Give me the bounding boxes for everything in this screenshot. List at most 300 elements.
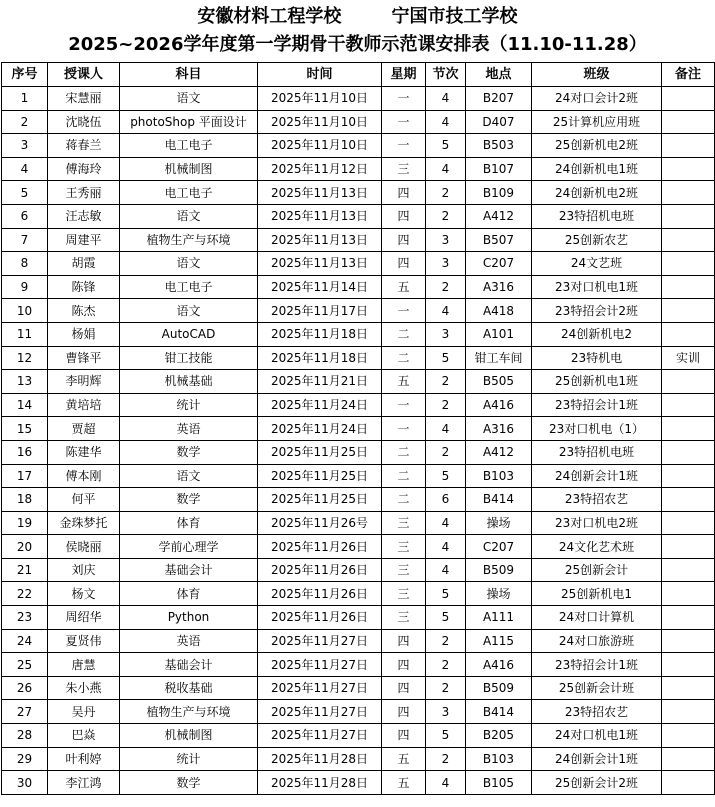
note-cell (662, 110, 715, 134)
table-row (2, 629, 715, 653)
period-cell: 2 (426, 653, 466, 677)
lesson-date-cell: 2025年11月12日 (258, 157, 382, 181)
lesson-date-cell: 2025年11月26日 (258, 582, 382, 606)
weekday-cell: 二 (382, 488, 426, 512)
weekday-cell: 四 (382, 700, 426, 724)
table-row (2, 370, 715, 394)
subject-cell: 基础会计 (120, 653, 258, 677)
row-index-cell: 15 (2, 417, 48, 441)
period-cell: 5 (426, 346, 466, 370)
weekday-cell: 四 (382, 228, 426, 252)
note-cell (662, 87, 715, 111)
class-name-cell: 23特招会计1班 (532, 653, 662, 677)
lesson-date-cell: 2025年11月13日 (258, 252, 382, 276)
location-cell: 钳工车间 (466, 346, 532, 370)
teacher-name-cell: 杨文 (48, 582, 120, 606)
table-row (2, 582, 715, 606)
col-teacher-header: 授课人 (48, 63, 120, 87)
row-index-cell: 4 (2, 157, 48, 181)
subject-cell: 机械基础 (120, 370, 258, 394)
weekday-cell: 三 (382, 582, 426, 606)
period-cell: 2 (426, 275, 466, 299)
teacher-name-cell: 王秀丽 (48, 181, 120, 205)
subject-cell: 语文 (120, 299, 258, 323)
note-cell (662, 700, 715, 724)
period-cell: 3 (426, 700, 466, 724)
teacher-name-cell: 汪志敏 (48, 204, 120, 228)
weekday-cell: 四 (382, 252, 426, 276)
period-cell: 5 (426, 724, 466, 748)
class-name-cell: 24对口会计2班 (532, 87, 662, 111)
class-name-cell: 23特招会计1班 (532, 393, 662, 417)
lesson-date-cell: 2025年11月21日 (258, 370, 382, 394)
lesson-date-cell: 2025年11月28日 (258, 747, 382, 771)
schedule-table (1, 62, 715, 795)
class-name-cell: 25创新会计 (532, 558, 662, 582)
row-index-cell: 18 (2, 488, 48, 512)
table-row (2, 558, 715, 582)
location-cell: B109 (466, 181, 532, 205)
row-index-cell: 17 (2, 464, 48, 488)
table-row (2, 252, 715, 276)
subject-cell: 电工电子 (120, 181, 258, 205)
note-cell (662, 252, 715, 276)
class-name-cell: 25创新会计班 (532, 676, 662, 700)
note-cell (662, 464, 715, 488)
row-index-cell: 9 (2, 275, 48, 299)
weekday-cell: 三 (382, 606, 426, 630)
teacher-name-cell: 刘庆 (48, 558, 120, 582)
weekday-cell: 五 (382, 747, 426, 771)
subject-cell: 税收基础 (120, 676, 258, 700)
col-class-header: 班级 (532, 63, 662, 87)
class-name-cell: 24对口机电1班 (532, 724, 662, 748)
table-row (2, 464, 715, 488)
class-name-cell: 25计算机应用班 (532, 110, 662, 134)
location-cell: B103 (466, 464, 532, 488)
note-cell (662, 204, 715, 228)
teacher-name-cell: 曹锋平 (48, 346, 120, 370)
weekday-cell: 三 (382, 535, 426, 559)
lesson-date-cell: 2025年11月18日 (258, 346, 382, 370)
period-cell: 5 (426, 606, 466, 630)
lesson-date-cell: 2025年11月27日 (258, 653, 382, 677)
table-row (2, 676, 715, 700)
weekday-cell: 五 (382, 275, 426, 299)
weekday-cell: 三 (382, 558, 426, 582)
location-cell: B105 (466, 771, 532, 795)
class-name-cell: 23特招机电班 (532, 204, 662, 228)
subject-cell: 数学 (120, 771, 258, 795)
location-cell: A101 (466, 322, 532, 346)
location-cell: B505 (466, 370, 532, 394)
row-index-cell: 20 (2, 535, 48, 559)
location-cell: D407 (466, 110, 532, 134)
weekday-cell: 二 (382, 346, 426, 370)
row-index-cell: 16 (2, 440, 48, 464)
class-name-cell: 25创新机电1班 (532, 370, 662, 394)
lesson-date-cell: 2025年11月27日 (258, 676, 382, 700)
teacher-name-cell: 周建平 (48, 228, 120, 252)
location-cell: C207 (466, 252, 532, 276)
lesson-date-cell: 2025年11月13日 (258, 181, 382, 205)
row-index-cell: 1 (2, 87, 48, 111)
class-name-cell: 24文化艺术班 (532, 535, 662, 559)
note-cell (662, 299, 715, 323)
location-cell: C207 (466, 535, 532, 559)
period-cell: 3 (426, 252, 466, 276)
lesson-date-cell: 2025年11月14日 (258, 275, 382, 299)
class-name-cell: 24对口计算机 (532, 606, 662, 630)
table-row (2, 440, 715, 464)
period-cell: 4 (426, 110, 466, 134)
col-index-header: 序号 (2, 63, 48, 87)
teacher-name-cell: 杨娟 (48, 322, 120, 346)
lesson-date-cell: 2025年11月28日 (258, 771, 382, 795)
note-cell (662, 440, 715, 464)
lesson-date-cell: 2025年11月24日 (258, 393, 382, 417)
teacher-name-cell: 叶利婷 (48, 747, 120, 771)
period-cell: 4 (426, 771, 466, 795)
class-name-cell: 25创新会计2班 (532, 771, 662, 795)
class-name-cell: 25创新机电1 (532, 582, 662, 606)
note-cell (662, 417, 715, 441)
weekday-cell: 四 (382, 629, 426, 653)
col-weekday-header: 星期 (382, 63, 426, 87)
period-cell: 4 (426, 87, 466, 111)
class-name-cell: 23特招机电班 (532, 440, 662, 464)
row-index-cell: 27 (2, 700, 48, 724)
note-cell (662, 747, 715, 771)
note-cell (662, 134, 715, 158)
note-cell (662, 181, 715, 205)
lesson-date-cell: 2025年11月18日 (258, 322, 382, 346)
note-cell (662, 157, 715, 181)
row-index-cell: 10 (2, 299, 48, 323)
subject-cell: 数学 (120, 440, 258, 464)
note-cell: 实训 (662, 346, 715, 370)
subject-cell: 钳工技能 (120, 346, 258, 370)
row-index-cell: 26 (2, 676, 48, 700)
location-cell: 操场 (466, 511, 532, 535)
location-cell: B414 (466, 488, 532, 512)
note-cell (662, 488, 715, 512)
period-cell: 4 (426, 299, 466, 323)
subject-cell: 体育 (120, 582, 258, 606)
subject-cell: 电工电子 (120, 134, 258, 158)
teacher-name-cell: 何平 (48, 488, 120, 512)
lesson-date-cell: 2025年11月13日 (258, 228, 382, 252)
teacher-name-cell: 蒋春兰 (48, 134, 120, 158)
row-index-cell: 2 (2, 110, 48, 134)
subject-cell: 机械制图 (120, 724, 258, 748)
table-row (2, 322, 715, 346)
period-cell: 5 (426, 464, 466, 488)
note-cell (662, 606, 715, 630)
subject-cell: 数学 (120, 488, 258, 512)
school-names-title: 安徽材料工程学校 宁国市技工学校 (197, 6, 518, 27)
table-row (2, 299, 715, 323)
teacher-name-cell: 贾超 (48, 417, 120, 441)
lesson-date-cell: 2025年11月25日 (258, 440, 382, 464)
table-row (2, 181, 715, 205)
teacher-name-cell: 周绍华 (48, 606, 120, 630)
weekday-cell: 二 (382, 464, 426, 488)
period-cell: 2 (426, 676, 466, 700)
weekday-cell: 一 (382, 299, 426, 323)
location-cell: A416 (466, 653, 532, 677)
location-cell: B503 (466, 134, 532, 158)
period-cell: 2 (426, 629, 466, 653)
subject-cell: 语文 (120, 87, 258, 111)
class-name-cell: 23对口机电1班 (532, 275, 662, 299)
location-cell: B507 (466, 228, 532, 252)
period-cell: 5 (426, 582, 466, 606)
location-cell: 操场 (466, 582, 532, 606)
note-cell (662, 228, 715, 252)
teacher-name-cell: 沈晓伍 (48, 110, 120, 134)
location-cell: A316 (466, 417, 532, 441)
lesson-date-cell: 2025年11月10日 (258, 110, 382, 134)
weekday-cell: 四 (382, 724, 426, 748)
period-cell: 2 (426, 204, 466, 228)
row-index-cell: 5 (2, 181, 48, 205)
lesson-date-cell: 2025年11月26日 (258, 535, 382, 559)
table-row (2, 134, 715, 158)
weekday-cell: 三 (382, 157, 426, 181)
col-period-header: 节次 (426, 63, 466, 87)
location-cell: A115 (466, 629, 532, 653)
weekday-cell: 二 (382, 322, 426, 346)
teacher-name-cell: 唐慧 (48, 653, 120, 677)
table-row (2, 606, 715, 630)
table-body (2, 87, 715, 795)
lesson-date-cell: 2025年11月27日 (258, 724, 382, 748)
period-cell: 3 (426, 322, 466, 346)
subject-cell: 学前心理学 (120, 535, 258, 559)
teacher-name-cell: 李江鸿 (48, 771, 120, 795)
class-name-cell: 23对口机电2班 (532, 511, 662, 535)
subject-cell: 电工电子 (120, 275, 258, 299)
note-cell (662, 653, 715, 677)
period-cell: 2 (426, 440, 466, 464)
period-cell: 4 (426, 511, 466, 535)
table-row (2, 488, 715, 512)
location-cell: A111 (466, 606, 532, 630)
location-cell: B103 (466, 747, 532, 771)
lesson-date-cell: 2025年11月10日 (258, 134, 382, 158)
row-index-cell: 22 (2, 582, 48, 606)
teacher-name-cell: 吴丹 (48, 700, 120, 724)
location-cell: A416 (466, 393, 532, 417)
row-index-cell: 19 (2, 511, 48, 535)
period-cell: 3 (426, 228, 466, 252)
row-index-cell: 11 (2, 322, 48, 346)
table-row (2, 157, 715, 181)
weekday-cell: 一 (382, 417, 426, 441)
subject-cell: 英语 (120, 629, 258, 653)
row-index-cell: 29 (2, 747, 48, 771)
note-cell (662, 393, 715, 417)
lesson-date-cell: 2025年11月26日 (258, 558, 382, 582)
document-header (0, 0, 715, 62)
table-row (2, 87, 715, 111)
table-row (2, 511, 715, 535)
period-cell: 2 (426, 747, 466, 771)
weekday-cell: 一 (382, 87, 426, 111)
class-name-cell: 23特招会计2班 (532, 299, 662, 323)
location-cell: B207 (466, 87, 532, 111)
col-subject-header: 科目 (120, 63, 258, 87)
class-name-cell: 24对口旅游班 (532, 629, 662, 653)
period-cell: 4 (426, 417, 466, 441)
weekday-cell: 四 (382, 204, 426, 228)
class-name-cell: 24创新机电2班 (532, 181, 662, 205)
period-cell: 2 (426, 370, 466, 394)
class-name-cell: 24创新会计1班 (532, 747, 662, 771)
class-name-cell: 24创新会计1班 (532, 464, 662, 488)
weekday-cell: 四 (382, 676, 426, 700)
subject-cell: 语文 (120, 204, 258, 228)
period-cell: 5 (426, 134, 466, 158)
weekday-cell: 一 (382, 393, 426, 417)
subject-cell: 基础会计 (120, 558, 258, 582)
weekday-cell: 四 (382, 653, 426, 677)
period-cell: 2 (426, 393, 466, 417)
class-name-cell: 24创新机电2 (532, 322, 662, 346)
weekday-cell: 五 (382, 370, 426, 394)
period-cell: 4 (426, 157, 466, 181)
weekday-cell: 一 (382, 110, 426, 134)
subject-cell: 机械制图 (120, 157, 258, 181)
lesson-date-cell: 2025年11月13日 (258, 204, 382, 228)
lesson-date-cell: 2025年11月24日 (258, 417, 382, 441)
teacher-name-cell: 朱小燕 (48, 676, 120, 700)
table-row (2, 535, 715, 559)
col-location-header: 地点 (466, 63, 532, 87)
subject-cell: AutoCAD (120, 322, 258, 346)
teacher-name-cell: 胡霞 (48, 252, 120, 276)
table-row (2, 653, 715, 677)
subject-cell: photoShop 平面设计 (120, 110, 258, 134)
period-cell: 6 (426, 488, 466, 512)
row-index-cell: 7 (2, 228, 48, 252)
note-cell (662, 771, 715, 795)
table-row (2, 346, 715, 370)
table-row (2, 747, 715, 771)
class-name-cell: 24文艺班 (532, 252, 662, 276)
lesson-date-cell: 2025年11月27日 (258, 700, 382, 724)
lesson-date-cell: 2025年11月27日 (258, 629, 382, 653)
weekday-cell: 四 (382, 181, 426, 205)
teacher-name-cell: 傅本刚 (48, 464, 120, 488)
note-cell (662, 582, 715, 606)
table-row (2, 393, 715, 417)
lesson-date-cell: 2025年11月25日 (258, 488, 382, 512)
row-index-cell: 21 (2, 558, 48, 582)
class-name-cell: 23特招农艺 (532, 488, 662, 512)
subject-cell: 英语 (120, 417, 258, 441)
row-index-cell: 30 (2, 771, 48, 795)
subject-cell: 语文 (120, 464, 258, 488)
location-cell: B107 (466, 157, 532, 181)
table-row (2, 700, 715, 724)
row-index-cell: 6 (2, 204, 48, 228)
note-cell (662, 676, 715, 700)
teacher-name-cell: 金珠梦托 (48, 511, 120, 535)
row-index-cell: 12 (2, 346, 48, 370)
lesson-date-cell: 2025年11月26日 (258, 606, 382, 630)
period-cell: 4 (426, 535, 466, 559)
schedule-title: 2025~2026学年度第一学期骨干教师示范课安排表（11.10-11.28） (68, 34, 647, 55)
note-cell (662, 275, 715, 299)
lesson-date-cell: 2025年11月10日 (258, 87, 382, 111)
class-name-cell: 23特机电 (532, 346, 662, 370)
subject-cell: 统计 (120, 393, 258, 417)
class-name-cell: 23对口机电（1） (532, 417, 662, 441)
col-time-header: 时间 (258, 63, 382, 87)
class-name-cell: 25创新机电2班 (532, 134, 662, 158)
subject-cell: 植物生产与环境 (120, 700, 258, 724)
row-index-cell: 13 (2, 370, 48, 394)
class-name-cell: 23特招农艺 (532, 700, 662, 724)
table-row (2, 228, 715, 252)
note-cell (662, 511, 715, 535)
location-cell: A316 (466, 275, 532, 299)
subject-cell: 植物生产与环境 (120, 228, 258, 252)
subject-cell: Python (120, 606, 258, 630)
row-index-cell: 3 (2, 134, 48, 158)
teacher-name-cell: 陈建华 (48, 440, 120, 464)
lesson-date-cell: 2025年11月25日 (258, 464, 382, 488)
note-cell (662, 322, 715, 346)
table-row (2, 275, 715, 299)
teacher-name-cell: 傅海玲 (48, 157, 120, 181)
subject-cell: 统计 (120, 747, 258, 771)
table-row (2, 771, 715, 795)
period-cell: 2 (426, 181, 466, 205)
col-note-header: 备注 (662, 63, 715, 87)
class-name-cell: 24创新机电1班 (532, 157, 662, 181)
row-index-cell: 23 (2, 606, 48, 630)
row-index-cell: 14 (2, 393, 48, 417)
weekday-cell: 二 (382, 440, 426, 464)
row-index-cell: 25 (2, 653, 48, 677)
note-cell (662, 629, 715, 653)
location-cell: A412 (466, 440, 532, 464)
row-index-cell: 24 (2, 629, 48, 653)
teacher-name-cell: 陈杰 (48, 299, 120, 323)
table-row (2, 724, 715, 748)
class-name-cell: 25创新农艺 (532, 228, 662, 252)
table-header-row (2, 63, 715, 87)
table-row (2, 204, 715, 228)
weekday-cell: 五 (382, 771, 426, 795)
teacher-name-cell: 夏贤伟 (48, 629, 120, 653)
weekday-cell: 三 (382, 511, 426, 535)
subject-cell: 语文 (120, 252, 258, 276)
teacher-name-cell: 侯晓丽 (48, 535, 120, 559)
teacher-name-cell: 陈锋 (48, 275, 120, 299)
row-index-cell: 8 (2, 252, 48, 276)
note-cell (662, 535, 715, 559)
teacher-name-cell: 宋慧丽 (48, 87, 120, 111)
teacher-name-cell: 巴焱 (48, 724, 120, 748)
row-index-cell: 28 (2, 724, 48, 748)
note-cell (662, 558, 715, 582)
subject-cell: 体育 (120, 511, 258, 535)
location-cell: B509 (466, 558, 532, 582)
